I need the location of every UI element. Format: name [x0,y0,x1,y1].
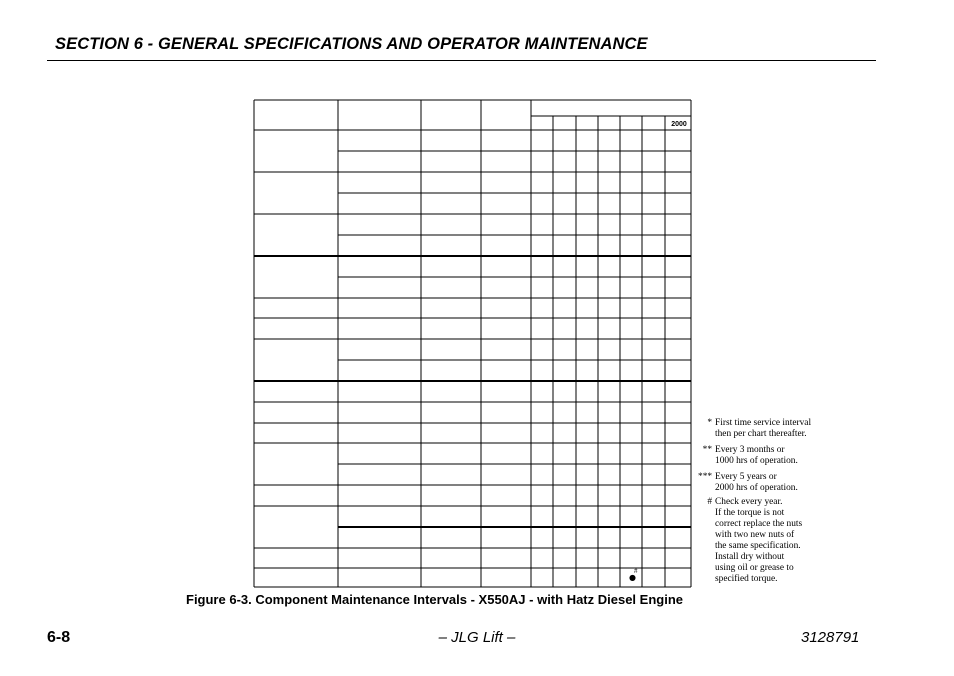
footnotes [698,418,838,590]
footnote-text: First time service interval then per chart thereafter. [715,418,812,439]
torque-check-mark: # [634,567,638,575]
footnote-mark: * [707,418,712,428]
footnote-torque-check [698,497,838,585]
bullet-mark: ● [629,573,636,582]
footnote-mark: *** [698,472,713,482]
footnote-mark: # [707,497,712,507]
footnote-mark: ** [702,445,712,455]
interval-header-2000: 2000 [671,121,687,128]
footnote-3-months [698,445,838,467]
footnote-5-years [698,472,838,494]
section-header: SECTION 6 - GENERAL SPECIFICATIONS AND OPERATOR MAINTENANCE [55,35,648,53]
footnote-first-service [698,418,838,440]
figure-caption: Figure 6-3. Component Maintenance Intervals - X550AJ - with Hatz Diesel Engine [186,592,683,607]
document-number: 3128791 [801,629,860,646]
footnote-text: Every 5 years or 2000 hrs of operation. [715,472,798,493]
footnote-text: Check every year. If the torque is not correct replace the nuts with two new nuts of the same specification. Install dry without using oil or grease to specified torque. [715,497,803,584]
footer-publisher: – JLG Lift – [438,629,516,646]
footnote-text: Every 3 months or 1000 hrs of operation. [715,445,798,466]
page-number: 6-8 [47,629,71,646]
